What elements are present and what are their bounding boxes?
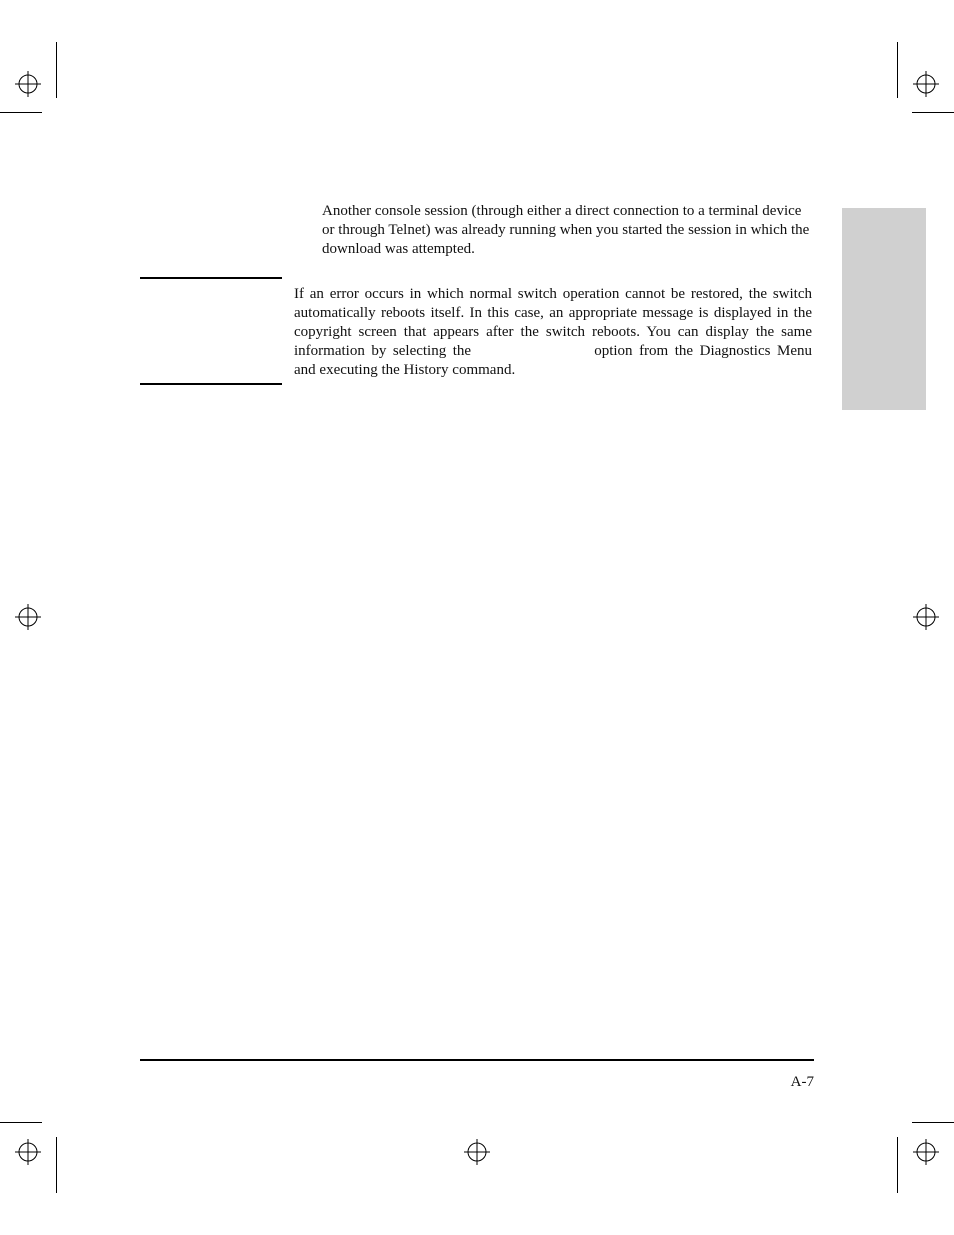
registration-mark-icon <box>913 71 939 97</box>
note-rule-top <box>140 277 282 279</box>
crop-mark-top-right-vertical <box>897 42 898 98</box>
crop-mark-top-right-horizontal <box>912 112 954 113</box>
crop-mark-bottom-left-horizontal <box>0 1122 42 1123</box>
registration-mark-icon <box>464 1139 490 1165</box>
crop-mark-bottom-right-vertical <box>897 1137 898 1193</box>
note-text-before: If an error occurs in which normal switch operation cannot be restored, the switch automatically reboots itself. In this case, an appropriate message is displayed in the copyright screen that appears after the switch reboots. You can display the same information by selecting the <box>294 286 812 359</box>
page-number: A-7 <box>790 1074 814 1090</box>
note-text-after: option from the Diagnostics Menu and executing the History command. <box>294 343 812 378</box>
registration-mark-icon <box>913 604 939 630</box>
registration-mark-icon <box>15 71 41 97</box>
note-text <box>294 285 812 380</box>
chapter-thumb-tab <box>842 208 926 410</box>
registration-mark-icon <box>913 1139 939 1165</box>
note-rule-bottom <box>140 383 282 385</box>
footer-rule <box>140 1059 814 1061</box>
registration-mark-icon <box>15 1139 41 1165</box>
crop-mark-top-left-horizontal <box>0 112 42 113</box>
registration-mark-icon <box>15 604 41 630</box>
crop-mark-bottom-left-vertical <box>56 1137 57 1193</box>
crop-mark-top-left-vertical <box>56 42 57 98</box>
crop-mark-bottom-right-horizontal <box>912 1122 954 1123</box>
body-paragraph: Another console session (through either a direct connection to a terminal device or through Telnet) was already running when you started the session in which the download was attempted. <box>322 203 810 257</box>
